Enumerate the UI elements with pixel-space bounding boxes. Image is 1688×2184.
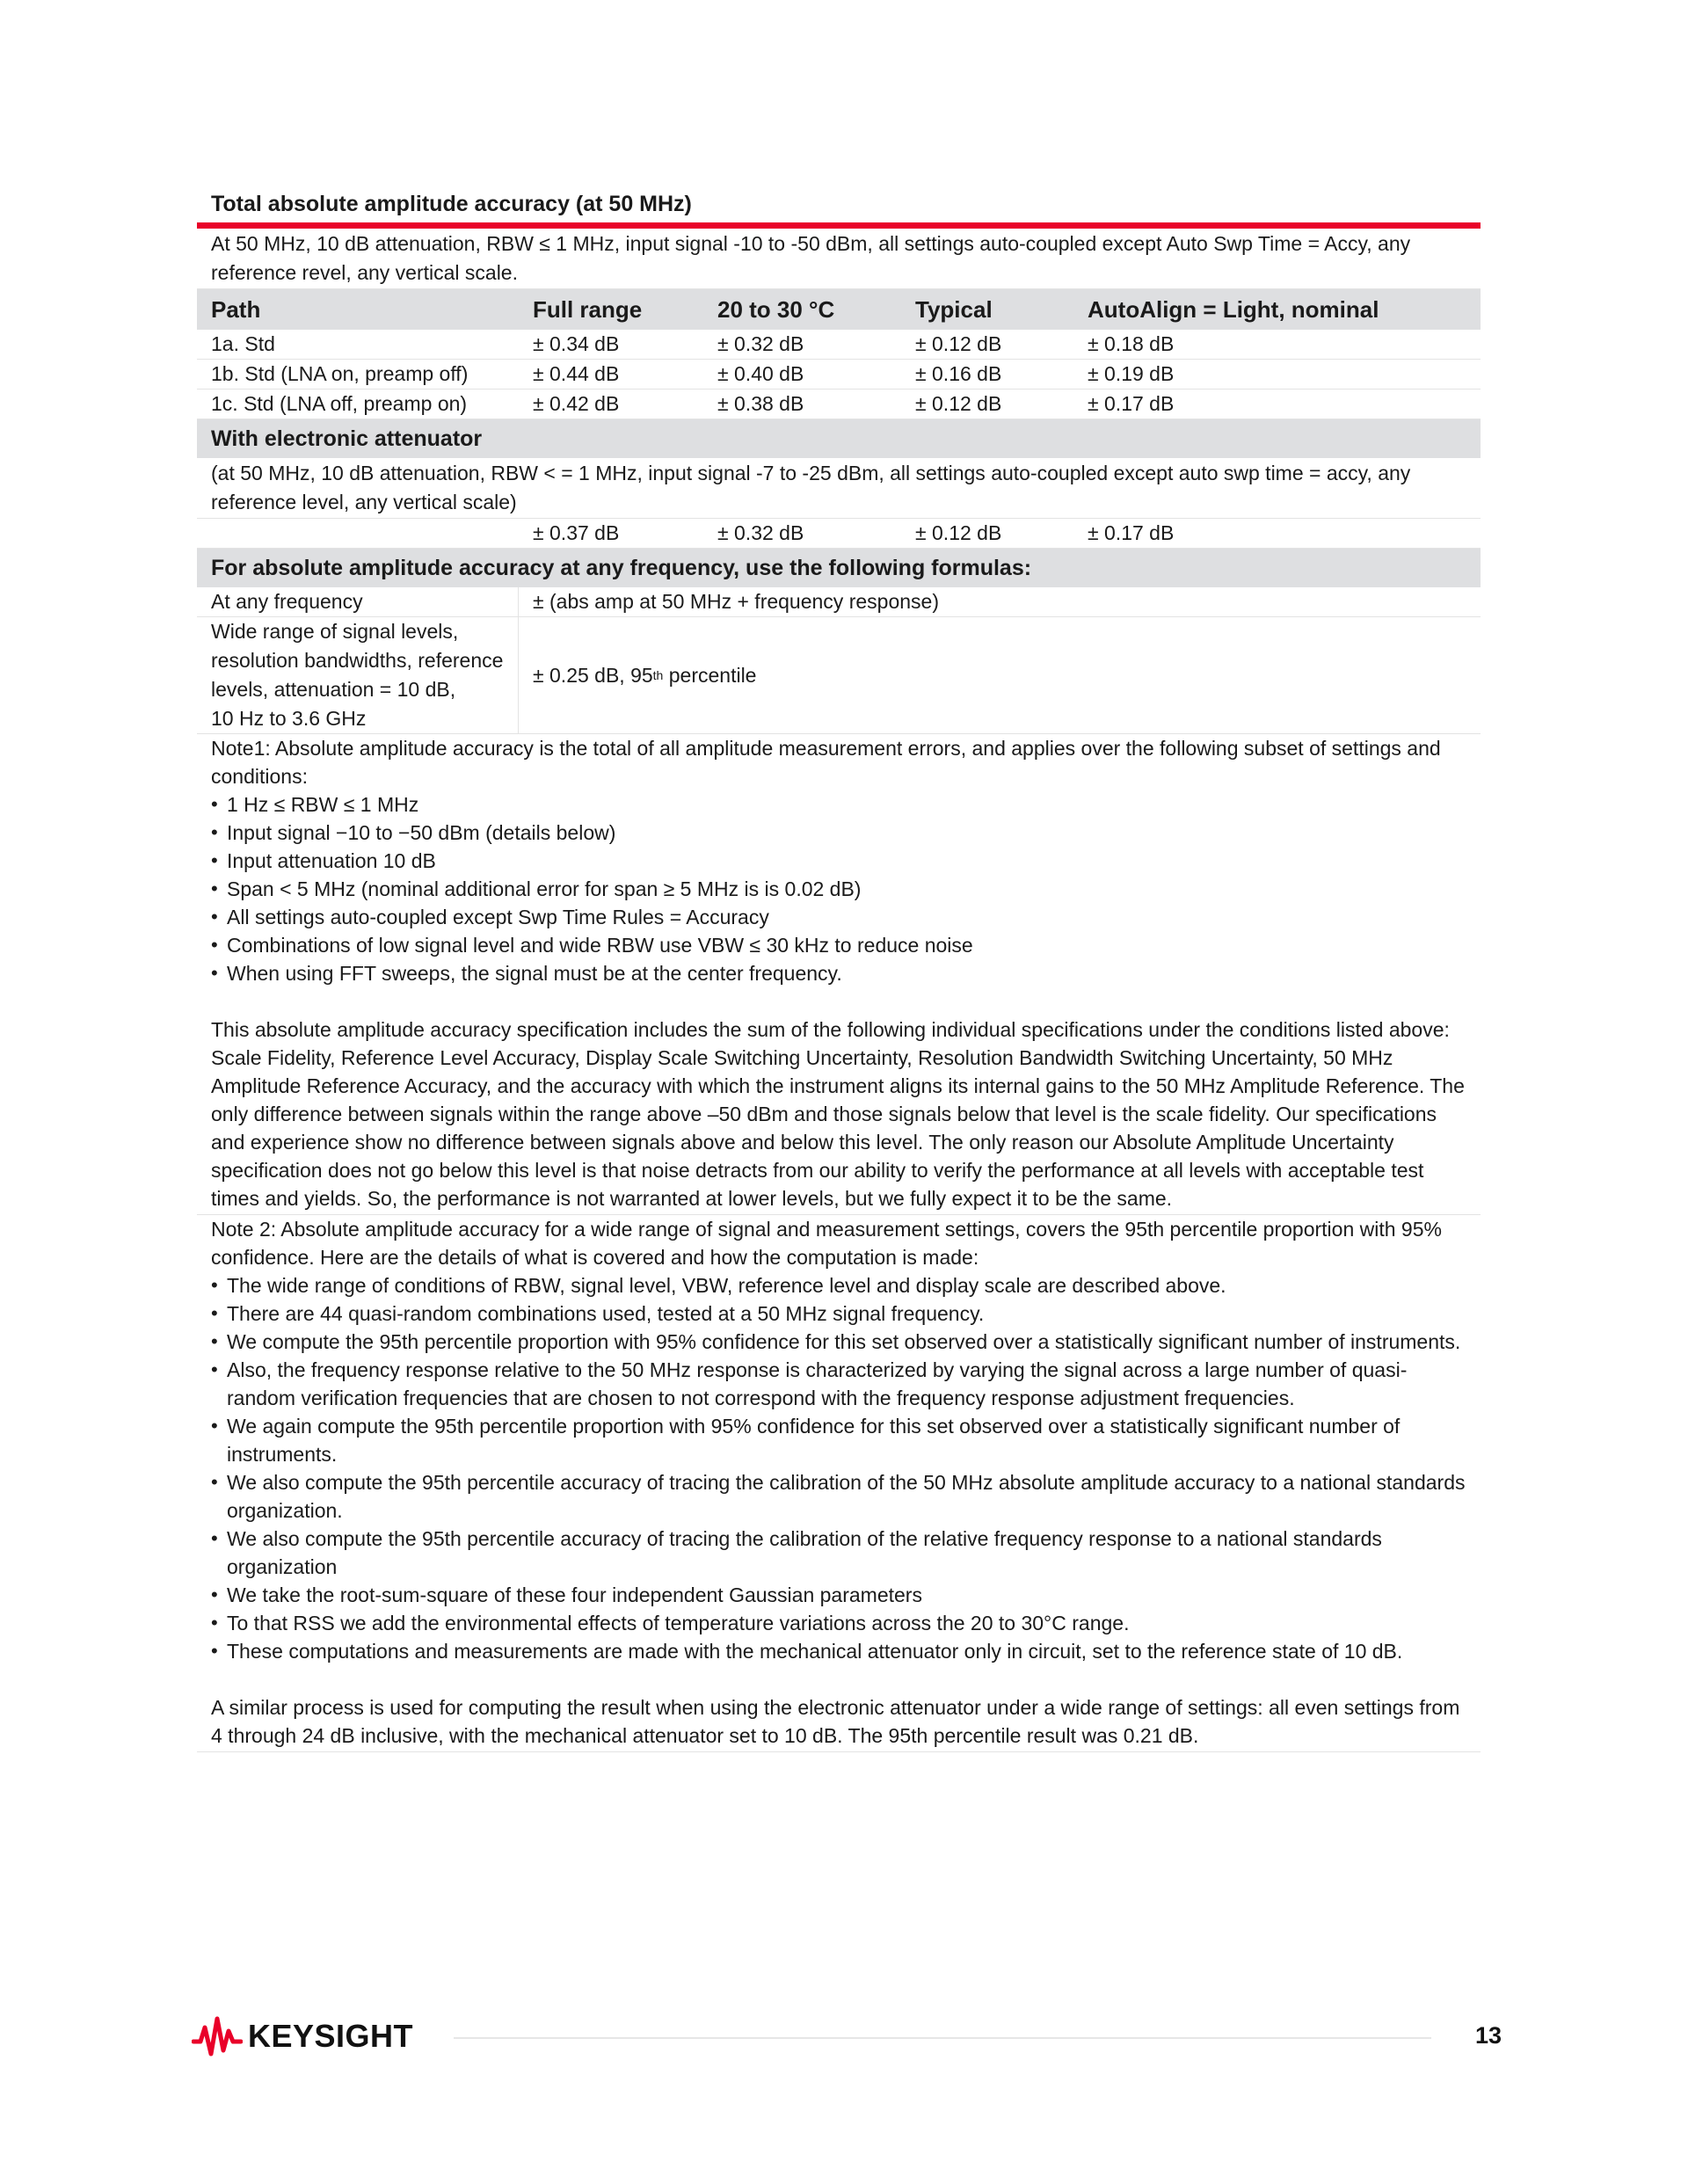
table-header <box>197 289 1481 330</box>
list-item: • We also compute the 95th percentile accuracy of tracing the calibration of the relative frequency response to a national standards organization <box>211 1525 1466 1581</box>
header-temp-range: 20 to 30 °C <box>717 296 835 323</box>
cell-full-range: ± 0.44 dB <box>533 362 620 385</box>
list-item: • 1 Hz ≤ RBW ≤ 1 MHz <box>211 790 1466 819</box>
cell-temp-range: ± 0.32 dB <box>717 332 804 355</box>
footer-divider <box>454 2037 1431 2039</box>
list-item: • There are 44 quasi-random combinations used, tested at a 50 MHz signal frequency. <box>211 1299 1466 1328</box>
note-2-paragraph: A similar process is used for computing the result when using the electronic attenuator under a wide range of settings: all even settings from 4 through 24 dB inclusive, with the mechanical attenuator set to 10 dB. The 95th percentile result was 0.21 dB. <box>211 1696 1460 1747</box>
cell-typical: ± 0.12 dB <box>915 332 1002 355</box>
formula-label <box>197 617 519 733</box>
cell-temp-range: ± 0.40 dB <box>717 362 804 385</box>
formula-label-line: levels, attenuation = 10 dB, <box>211 678 456 701</box>
list-item: • Input signal −10 to −50 dBm (details below) <box>211 819 1466 847</box>
note-1-list <box>197 790 1481 987</box>
list-item: • We compute the 95th percentile proportion with 95% confidence for this set observed over a statistically significant number of instruments. <box>211 1328 1466 1356</box>
page-number: 13 <box>1475 2022 1502 2049</box>
formula-row-any-frequency <box>197 587 1481 617</box>
cell-autoalign: ± 0.19 dB <box>1088 362 1175 385</box>
formula-label: At any frequency <box>197 587 519 616</box>
brand-name: KEYSIGHT <box>248 2018 414 2054</box>
list-item: • Combinations of low signal level and wide RBW use VBW ≤ 30 kHz to reduce noise <box>211 931 1466 959</box>
list-item: • We also compute the 95th percentile accuracy of tracing the calibration of the 50 MHz absolute amplitude accuracy to a national standards organization. <box>211 1468 1466 1525</box>
note-1-intro: Note1: Absolute amplitude accuracy is the total of all amplitude measurement errors, and applies over the following subset of settings and conditions: <box>211 737 1441 788</box>
formula-value-text: ± 0.25 dB, 95 <box>533 663 653 687</box>
cell-typical: ± 0.12 dB <box>915 392 1002 415</box>
header-typical: Typical <box>915 296 993 323</box>
table-row <box>197 389 1481 419</box>
note-1-paragraph: This absolute amplitude accuracy specification includes the sum of the following individual specifications under the conditions listed above: Scale Fidelity, Reference Level Accuracy, Display Scale Switching Uncertainty, Resolution Bandwidth Switching Uncertainty, 50 MHz Amplitude Reference Accuracy, and the accuracy with which the instrument aligns its internal gains to the 50 MHz Amplitude Reference. The only difference between signals within the range above –50 dBm and those signals below that level is the scale fidelity. Our specifications and experience show no difference between signals above and below this level. The only reason our Absolute Amplitude Uncertainty specification does not go below this level is that noise detracts from our ability to verify the performance at all levels with acceptable test times and yields. So, the performance is not warranted at lower levels, but we fully expect it to be the same. <box>211 1018 1465 1210</box>
keysight-logo <box>192 2015 413 2057</box>
cell-autoalign: ± 0.18 dB <box>1088 332 1175 355</box>
formula-value: ± (abs amp at 50 MHz + frequency response) <box>533 590 939 613</box>
formula-label-line: Wide range of signal levels, <box>211 620 459 643</box>
cell-temp-range: ± 0.38 dB <box>717 392 804 415</box>
list-item: • Span < 5 MHz (nominal additional error for span ≥ 5 MHz is is 0.02 dB) <box>211 875 1466 903</box>
table-row <box>197 519 1481 549</box>
cell-autoalign: ± 0.17 dB <box>1088 392 1175 415</box>
list-item: • These computations and measurements are made with the mechanical attenuator only in circuit, set to the reference state of 10 dB. <box>211 1637 1466 1665</box>
cell-typical: ± 0.12 dB <box>915 521 1002 544</box>
keysight-wave-icon <box>192 2015 243 2057</box>
note-2-intro: Note 2: Absolute amplitude accuracy for a wide range of signal and measurement settings, covers the 95th percentile proportion with 95% confidence. Here are the details of what is covered and how the computation is made: <box>211 1218 1442 1269</box>
formula-label-line: resolution bandwidths, reference <box>211 649 504 672</box>
cell-path: 1b. Std (LNA on, preamp off) <box>211 362 469 385</box>
header-autoalign: AutoAlign = Light, nominal <box>1088 296 1379 323</box>
list-item: • All settings auto-coupled except Swp Time Rules = Accuracy <box>211 903 1466 931</box>
header-full-range: Full range <box>533 296 643 323</box>
list-item: • When using FFT sweeps, the signal must be at the center frequency. <box>211 959 1466 987</box>
formula-label-line: 10 Hz to 3.6 GHz <box>211 707 367 730</box>
electronic-attenuator-heading: With electronic attenuator <box>197 419 1481 458</box>
list-item: • We again compute the 95th percentile proportion with 95% confidence for this set observed over a statistically significant number of instruments. <box>211 1412 1466 1468</box>
list-item: • To that RSS we add the environmental effects of temperature variations across the 20 to 30°C range. <box>211 1609 1466 1637</box>
table-row <box>197 360 1481 389</box>
cell-full-range: ± 0.34 dB <box>533 332 620 355</box>
cell-full-range: ± 0.42 dB <box>533 392 620 415</box>
cell-path: 1c. Std (LNA off, preamp on) <box>211 392 468 415</box>
cell-typical: ± 0.16 dB <box>915 362 1002 385</box>
cell-path <box>197 519 519 548</box>
cell-autoalign: ± 0.17 dB <box>1088 521 1175 544</box>
cell-full-range: ± 0.37 dB <box>533 521 620 544</box>
formula-value <box>519 617 1481 733</box>
note-1 <box>197 734 1481 1215</box>
note-2-list <box>197 1271 1481 1665</box>
list-item: • We take the root-sum-square of these four independent Gaussian parameters <box>211 1581 1466 1609</box>
formula-row-wide-range <box>197 617 1481 734</box>
table-row <box>197 330 1481 360</box>
cell-temp-range: ± 0.32 dB <box>717 521 804 544</box>
formula-value-suffix: percentile <box>663 663 757 687</box>
note-2 <box>197 1215 1481 1752</box>
superscript-th: th <box>652 668 664 682</box>
list-item: • The wide range of conditions of RBW, signal level, VBW, reference level and display scale are described above. <box>211 1271 1466 1299</box>
header-path: Path <box>211 296 261 323</box>
list-item: • Input attenuation 10 dB <box>211 847 1466 875</box>
spec-section <box>197 186 1481 1752</box>
list-item: • Also, the frequency response relative to the 50 MHz response is characterized by varying the signal across a large number of quasi-random verification frequencies that are chosen to not correspond with the frequency response adjustment frequencies. <box>211 1356 1466 1412</box>
cell-path: 1a. Std <box>211 332 275 355</box>
section-title: Total absolute amplitude accuracy (at 50 MHz) <box>197 186 1481 229</box>
formulas-heading: For absolute amplitude accuracy at any frequency, use the following formulas: <box>197 549 1481 587</box>
section-conditions: At 50 MHz, 10 dB attenuation, RBW ≤ 1 MHz, input signal -10 to -50 dBm, all settings auto-coupled except Auto Swp Time = Accy, any reference revel, any vertical scale. <box>197 229 1481 289</box>
page-footer <box>192 2012 1510 2064</box>
electronic-conditions: (at 50 MHz, 10 dB attenuation, RBW < = 1 MHz, input signal -7 to -25 dBm, all settings auto-coupled except auto swp time = accy, any reference level, any vertical scale) <box>197 458 1481 519</box>
